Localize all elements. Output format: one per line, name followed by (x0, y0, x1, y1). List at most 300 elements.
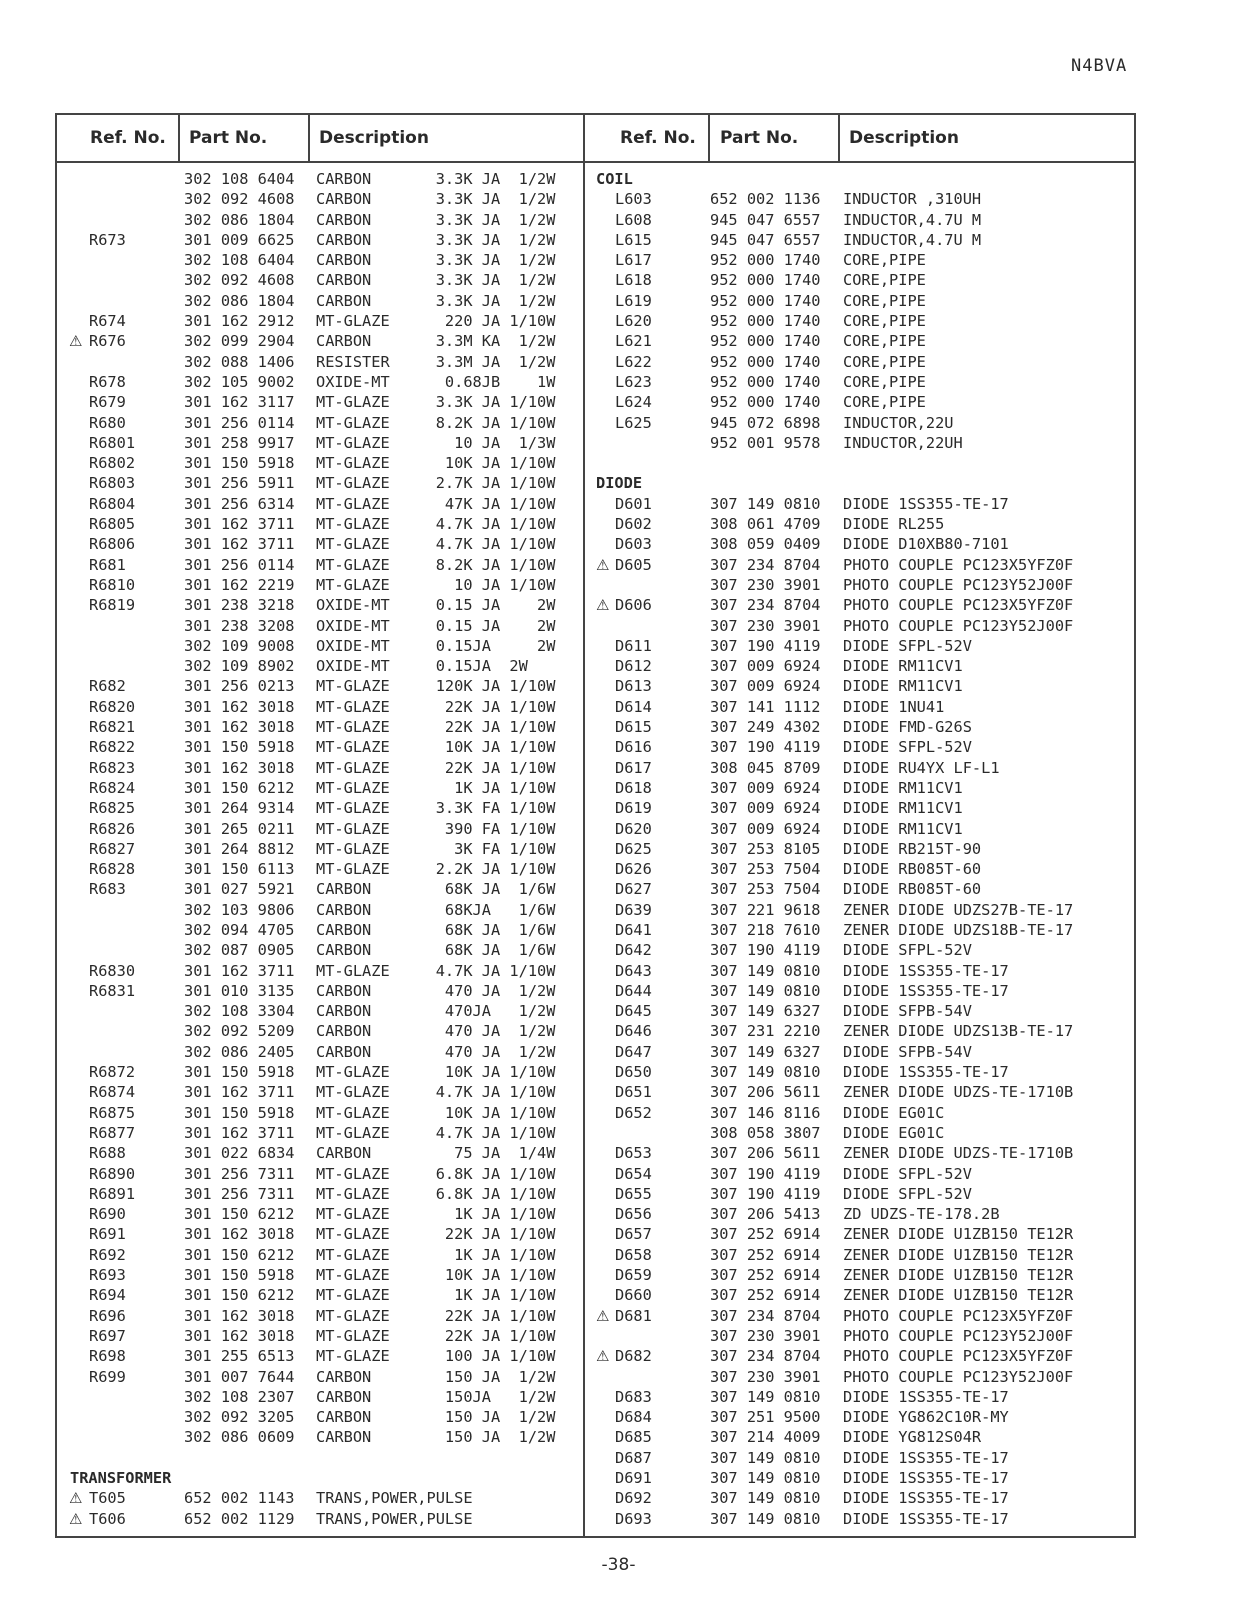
warning-triangle-icon: ⚠ (69, 1509, 83, 1528)
ref-no: D616 (615, 738, 652, 757)
ref-no: D641 (615, 920, 652, 939)
ref-no: R691 (89, 1225, 126, 1244)
description: PHOTO COUPLE PC123Y52J00F (843, 1326, 1074, 1345)
table-row (67, 1062, 577, 1082)
ref-no: R6804 (89, 494, 136, 513)
ref-no: D627 (615, 880, 652, 899)
part-no: 952 000 1740 (710, 312, 821, 331)
description: PHOTO COUPLE PC123Y52J00F (843, 1367, 1074, 1386)
table-row (67, 839, 577, 859)
description: CORE,PIPE (843, 271, 926, 290)
warning-triangle-icon: ⚠ (69, 332, 83, 351)
table-row (67, 1184, 577, 1204)
part-no: 302 105 9002 (184, 372, 295, 391)
part-no: 301 162 2912 (184, 312, 295, 331)
warning-triangle-icon: ⚠ (596, 596, 610, 615)
part-no: 307 009 6924 (710, 819, 821, 838)
ref-no: L619 (615, 291, 652, 310)
ref-no: R699 (89, 1367, 126, 1386)
part-no: 307 206 5611 (710, 1083, 821, 1102)
part-no: 307 230 3901 (710, 575, 821, 594)
part-no: 307 149 6327 (710, 1042, 821, 1061)
table-row (67, 392, 577, 412)
ref-no: R682 (89, 677, 126, 696)
description: MT-GLAZE 22K JA 1/10W (316, 1326, 556, 1345)
table-row (594, 473, 1129, 493)
part-no: 302 103 9806 (184, 900, 295, 919)
table-row (67, 1387, 577, 1407)
table-row (67, 494, 577, 514)
part-no: 307 149 0810 (710, 961, 821, 980)
ref-no: R6877 (89, 1123, 136, 1142)
table-row (594, 636, 1129, 656)
description: DIODE RB085T-60 (843, 860, 982, 879)
description: DIODE RL255 (843, 515, 945, 534)
description: DIODE 1SS355-TE-17 (843, 1509, 1009, 1528)
description: MT-GLAZE 47K JA 1/10W (316, 494, 556, 513)
ref-no: L623 (615, 372, 652, 391)
description: CARBON 68K JA 1/6W (316, 920, 556, 939)
description: TRANS,POWER,PULSE (316, 1489, 473, 1508)
ref-no: R683 (89, 880, 126, 899)
ref-no: D601 (615, 494, 652, 513)
table-row (67, 575, 577, 595)
part-no: 307 252 6914 (710, 1245, 821, 1264)
table-row (67, 1427, 577, 1447)
ref-no: R6801 (89, 433, 136, 452)
table-row (594, 940, 1129, 960)
section-heading: TRANSFORMER (70, 1469, 172, 1487)
description: DIODE SFPB-54V (843, 1042, 972, 1061)
table-row (594, 737, 1129, 757)
table-row (67, 1367, 577, 1387)
part-no: 302 099 2904 (184, 332, 295, 351)
description: INDUCTOR,22U (843, 413, 954, 432)
part-no: 307 149 0810 (710, 981, 821, 1000)
table-row (594, 453, 1129, 473)
table-row (594, 595, 1129, 615)
table-row (594, 920, 1129, 940)
table-row (594, 1184, 1129, 1204)
description: MT-GLAZE 220 JA 1/10W (316, 312, 556, 331)
table-row (594, 616, 1129, 636)
table-row (594, 1123, 1129, 1143)
description: MT-GLAZE 4.7K JA 1/10W (316, 1083, 556, 1102)
part-no: 945 047 6557 (710, 230, 821, 249)
description: DIODE RM11CV1 (843, 677, 963, 696)
table-row (594, 413, 1129, 433)
ref-no: R690 (89, 1205, 126, 1224)
table-row (67, 920, 577, 940)
description: DIODE 1NU41 (843, 697, 945, 716)
table-row (67, 900, 577, 920)
description: CARBON 470JA 1/2W (316, 1002, 556, 1021)
part-no: 307 230 3901 (710, 1326, 821, 1345)
part-no: 307 249 4302 (710, 718, 821, 737)
ref-no: R680 (89, 413, 126, 432)
description: MT-GLAZE 120K JA 1/10W (316, 677, 556, 696)
table-row (67, 1509, 577, 1529)
description: CARBON 470 JA 1/2W (316, 1042, 556, 1061)
description: DIODE RB215T-90 (843, 839, 982, 858)
ref-no: D693 (615, 1509, 652, 1528)
part-no: 307 253 7504 (710, 860, 821, 879)
description: DIODE EG01C (843, 1103, 945, 1122)
description: DIODE 1SS355-TE-17 (843, 1387, 1009, 1406)
ref-no: D655 (615, 1184, 652, 1203)
warning-triangle-icon: ⚠ (69, 1489, 83, 1508)
description: CARBON 470 JA 1/2W (316, 1022, 556, 1041)
ref-no: D653 (615, 1144, 652, 1163)
table-row (67, 250, 577, 270)
part-no: 952 000 1740 (710, 393, 821, 412)
description: OXIDE-MT 0.15JA 2W (316, 657, 528, 676)
ref-no: D644 (615, 981, 652, 1000)
part-no: 301 264 9314 (184, 799, 295, 818)
table-row (594, 311, 1129, 331)
table-row (67, 1103, 577, 1123)
part-no: 302 092 4608 (184, 271, 295, 290)
part-no: 301 256 7311 (184, 1164, 295, 1183)
table-row (594, 1001, 1129, 1021)
part-no: 307 149 0810 (710, 1387, 821, 1406)
table-row (67, 981, 577, 1001)
table-row (67, 798, 577, 818)
part-no: 302 086 0609 (184, 1428, 295, 1447)
part-no: 307 190 4119 (710, 1164, 821, 1183)
description: DIODE SFPL-52V (843, 1184, 972, 1203)
part-no: 301 010 3135 (184, 981, 295, 1000)
part-no: 307 149 0810 (710, 494, 821, 513)
ref-no: D651 (615, 1083, 652, 1102)
description: DIODE EG01C (843, 1123, 945, 1142)
ref-no: D613 (615, 677, 652, 696)
part-no: 307 218 7610 (710, 920, 821, 939)
ref-no: R6874 (89, 1083, 136, 1102)
left-column (67, 169, 577, 1529)
model-number: N4BVA (1071, 56, 1128, 76)
part-no: 302 092 5209 (184, 1022, 295, 1041)
parts-table (55, 113, 1136, 1538)
description: MT-GLAZE 8.2K JA 1/10W (316, 413, 556, 432)
warning-triangle-icon: ⚠ (596, 1347, 610, 1366)
ref-no: R696 (89, 1306, 126, 1325)
description: DIODE 1SS355-TE-17 (843, 1489, 1009, 1508)
description: ZENER DIODE U1ZB150 TE12R (843, 1225, 1074, 1244)
part-no: 301 162 3018 (184, 1225, 295, 1244)
table-row (594, 798, 1129, 818)
table-row (594, 778, 1129, 798)
table-row (67, 1306, 577, 1326)
part-no: 302 108 3304 (184, 1002, 295, 1021)
description: CORE,PIPE (843, 251, 926, 270)
part-no: 307 009 6924 (710, 657, 821, 676)
part-no: 301 256 0114 (184, 413, 295, 432)
divider (838, 115, 840, 161)
description: DIODE SFPL-52V (843, 1164, 972, 1183)
description: CARBON 3.3K JA 1/2W (316, 291, 556, 310)
ref-no: R688 (89, 1144, 126, 1163)
table-row (67, 372, 577, 392)
ref-no: L603 (615, 190, 652, 209)
ref-no: D650 (615, 1063, 652, 1082)
ref-no: D617 (615, 758, 652, 777)
part-no: 307 190 4119 (710, 1184, 821, 1203)
ref-no: D691 (615, 1469, 652, 1487)
part-no: 307 009 6924 (710, 799, 821, 818)
table-row (594, 352, 1129, 372)
ref-no: D646 (615, 1022, 652, 1041)
table-row (67, 1326, 577, 1346)
part-no: 952 000 1740 (710, 352, 821, 371)
table-row (594, 230, 1129, 250)
table-row (67, 961, 577, 981)
description: CORE,PIPE (843, 372, 926, 391)
table-row (67, 189, 577, 209)
part-no: 307 190 4119 (710, 738, 821, 757)
description: MT-GLAZE 22K JA 1/10W (316, 1225, 556, 1244)
description: MT-GLAZE 4.7K JA 1/10W (316, 515, 556, 534)
ref-no: D605 (615, 555, 652, 574)
table-row (67, 1285, 577, 1305)
right-column (594, 169, 1129, 1529)
ref-no: R698 (89, 1347, 126, 1366)
table-row (594, 1224, 1129, 1244)
ref-no: D618 (615, 778, 652, 797)
table-row (594, 1204, 1129, 1224)
table-row (594, 1509, 1129, 1529)
ref-no: T606 (89, 1509, 126, 1528)
description: MT-GLAZE 4.7K JA 1/10W (316, 961, 556, 980)
table-row (67, 859, 577, 879)
ref-no: D654 (615, 1164, 652, 1183)
part-no: 301 238 3218 (184, 596, 295, 615)
description: ZENER DIODE UDZS13B-TE-17 (843, 1022, 1074, 1041)
description: DIODE D10XB80-7101 (843, 535, 1009, 554)
table-row (594, 1245, 1129, 1265)
part-no: 307 252 6914 (710, 1266, 821, 1285)
ref-no: D652 (615, 1103, 652, 1122)
part-no: 952 000 1740 (710, 291, 821, 310)
table-row (594, 189, 1129, 209)
part-no: 301 162 3711 (184, 1083, 295, 1102)
part-no: 301 150 5918 (184, 738, 295, 757)
table-row (594, 717, 1129, 737)
part-no: 301 264 8812 (184, 839, 295, 858)
ref-no: D657 (615, 1225, 652, 1244)
description: INDUCTOR ,310UH (843, 190, 982, 209)
table-row (594, 270, 1129, 290)
part-no: 652 002 1143 (184, 1489, 295, 1508)
description: ZENER DIODE UDZS-TE-1710B (843, 1144, 1074, 1163)
description: MT-GLAZE 10K JA 1/10W (316, 1063, 556, 1082)
part-no: 308 061 4709 (710, 515, 821, 534)
description: CARBON 3.3K JA 1/2W (316, 210, 556, 229)
ref-no: D660 (615, 1286, 652, 1305)
table-row (67, 1042, 577, 1062)
part-no: 301 256 7311 (184, 1184, 295, 1203)
part-no: 301 162 3117 (184, 393, 295, 412)
description: PHOTO COUPLE PC123X5YFZ0F (843, 596, 1074, 615)
table-row (594, 676, 1129, 696)
table-row (67, 778, 577, 798)
description: DIODE SFPB-54V (843, 1002, 972, 1021)
ref-no: D642 (615, 941, 652, 960)
part-no: 307 149 0810 (710, 1469, 821, 1487)
ref-no: L625 (615, 413, 652, 432)
ref-no: R6805 (89, 515, 136, 534)
ref-no: D684 (615, 1408, 652, 1427)
part-no: 952 001 9578 (710, 433, 821, 452)
warning-triangle-icon: ⚠ (596, 555, 610, 574)
part-no: 301 009 6625 (184, 230, 295, 249)
ref-no: R697 (89, 1326, 126, 1345)
table-row (67, 595, 577, 615)
header-part-right: Part No. (720, 115, 798, 163)
table-row (594, 1164, 1129, 1184)
ref-no: R6875 (89, 1103, 136, 1122)
table-row (594, 1143, 1129, 1163)
table-row (67, 453, 577, 473)
description: CARBON 3.3K JA 1/2W (316, 230, 556, 249)
description: MT-GLAZE 3.3K FA 1/10W (316, 799, 556, 818)
description: CORE,PIPE (843, 312, 926, 331)
part-no: 301 150 5918 (184, 1266, 295, 1285)
center-divider (583, 115, 585, 1536)
description: CARBON 68K JA 1/6W (316, 880, 556, 899)
table-row (67, 473, 577, 493)
table-row (67, 1143, 577, 1163)
table-row (594, 210, 1129, 230)
part-no: 652 002 1136 (710, 190, 821, 209)
part-no: 307 221 9618 (710, 900, 821, 919)
description: DIODE 1SS355-TE-17 (843, 1448, 1009, 1467)
ref-no: D612 (615, 657, 652, 676)
table-row (594, 1265, 1129, 1285)
part-no: 952 000 1740 (710, 251, 821, 270)
table-row (594, 494, 1129, 514)
part-no: 301 150 5918 (184, 454, 295, 473)
description: OXIDE-MT 0.68JB 1W (316, 372, 556, 391)
table-row (67, 636, 577, 656)
ref-no: D692 (615, 1489, 652, 1508)
part-no: 307 234 8704 (710, 1306, 821, 1325)
table-row (594, 1042, 1129, 1062)
description: DIODE RM11CV1 (843, 657, 963, 676)
table-row (594, 819, 1129, 839)
table-row (594, 961, 1129, 981)
description: MT-GLAZE 1K JA 1/10W (316, 1205, 556, 1224)
ref-no: L615 (615, 230, 652, 249)
part-no: 302 108 2307 (184, 1387, 295, 1406)
description: DIODE SFPL-52V (843, 636, 972, 655)
description: MT-GLAZE 6.8K JA 1/10W (316, 1184, 556, 1203)
table-row (67, 717, 577, 737)
table-row (67, 1082, 577, 1102)
part-no: 301 027 5921 (184, 880, 295, 899)
description: CORE,PIPE (843, 393, 926, 412)
part-no: 301 150 6212 (184, 1245, 295, 1264)
part-no: 307 206 5611 (710, 1144, 821, 1163)
description: CARBON 3.3K JA 1/2W (316, 251, 556, 270)
table-row (594, 372, 1129, 392)
description: OXIDE-MT 0.15JA 2W (316, 636, 556, 655)
part-no: 301 256 5911 (184, 474, 295, 493)
description: CARBON 68K JA 1/6W (316, 941, 556, 960)
part-no: 307 149 6327 (710, 1002, 821, 1021)
ref-no: R6830 (89, 961, 136, 980)
part-no: 307 253 8105 (710, 839, 821, 858)
table-row (67, 1164, 577, 1184)
table-row (594, 534, 1129, 554)
table-row (594, 392, 1129, 412)
description: CORE,PIPE (843, 291, 926, 310)
part-no: 301 022 6834 (184, 1144, 295, 1163)
ref-no: R6828 (89, 860, 136, 879)
description: DIODE RM11CV1 (843, 778, 963, 797)
part-no: 307 141 1112 (710, 697, 821, 716)
part-no: 302 088 1406 (184, 352, 295, 371)
description: CARBON 150 JA 1/2W (316, 1367, 556, 1386)
part-no: 307 214 4009 (710, 1428, 821, 1447)
part-no: 952 000 1740 (710, 271, 821, 290)
description: PHOTO COUPLE PC123Y52J00F (843, 616, 1074, 635)
table-row (67, 291, 577, 311)
description: ZENER DIODE UDZS18B-TE-17 (843, 920, 1074, 939)
header-desc-left: Description (319, 115, 429, 163)
description: DIODE 1SS355-TE-17 (843, 961, 1009, 980)
description: OXIDE-MT 0.15 JA 2W (316, 616, 556, 635)
ref-no: D681 (615, 1306, 652, 1325)
part-no: 301 007 7644 (184, 1367, 295, 1386)
ref-no: L617 (615, 251, 652, 270)
part-no: 301 162 3018 (184, 1326, 295, 1345)
ref-no: D639 (615, 900, 652, 919)
description: DIODE RU4YX LF-L1 (843, 758, 1000, 777)
part-no: 307 251 9500 (710, 1408, 821, 1427)
description: ZENER DIODE UDZS27B-TE-17 (843, 900, 1074, 919)
table-row (67, 616, 577, 636)
part-no: 307 149 0810 (710, 1448, 821, 1467)
table-row (67, 169, 577, 189)
description: MT-GLAZE 22K JA 1/10W (316, 758, 556, 777)
section-heading: COIL (596, 170, 633, 188)
description: PHOTO COUPLE PC123X5YFZ0F (843, 555, 1074, 574)
table-row (594, 1346, 1129, 1366)
ref-no: D682 (615, 1347, 652, 1366)
part-no: 301 256 0213 (184, 677, 295, 696)
description: TRANS,POWER,PULSE (316, 1509, 473, 1528)
description: DIODE SFPL-52V (843, 738, 972, 757)
ref-no: R6820 (89, 697, 136, 716)
table-row (594, 169, 1129, 189)
ref-no: D602 (615, 515, 652, 534)
description: MT-GLAZE 2.2K JA 1/10W (316, 860, 556, 879)
part-no: 301 162 3711 (184, 535, 295, 554)
part-no: 307 252 6914 (710, 1225, 821, 1244)
description: MT-GLAZE 100 JA 1/10W (316, 1347, 556, 1366)
table-row (67, 1488, 577, 1508)
part-no: 301 150 5918 (184, 1103, 295, 1122)
table-row (67, 555, 577, 575)
table-row (67, 514, 577, 534)
description: RESISTER 3.3M JA 1/2W (316, 352, 556, 371)
table-row (67, 352, 577, 372)
part-no: 307 206 5413 (710, 1205, 821, 1224)
part-no: 307 190 4119 (710, 941, 821, 960)
part-no: 302 109 8902 (184, 657, 295, 676)
table-row (594, 433, 1129, 453)
